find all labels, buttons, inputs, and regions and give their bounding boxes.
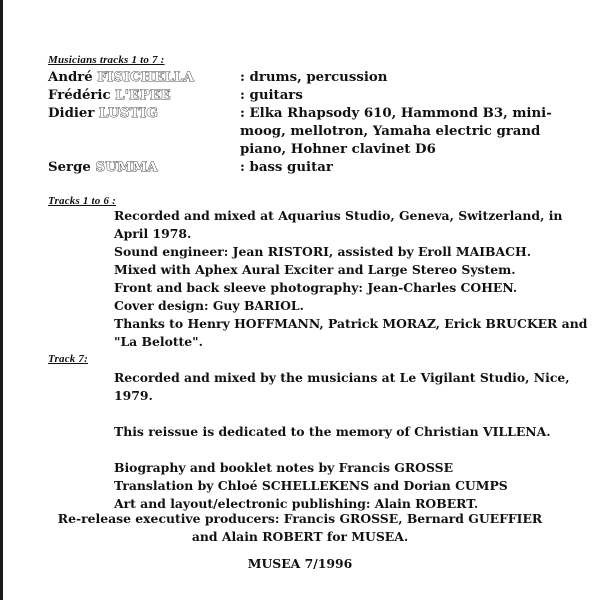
musician-role: : Elka Rhapsody 610, Hammond B3, mini-moog, mellotron, Yamaha electric grand piano, Hohner clavinet D6 xyxy=(240,106,552,157)
musician-row-lepee xyxy=(48,87,588,105)
recording-note: Recorded and mixed by the musicians at Le Vigilant Studio, Nice, 1979. xyxy=(114,370,570,403)
musician-row-summa xyxy=(48,159,588,177)
rerelease-producers: Re-release executive producers: Francis GROSSE, Bernard GUEFFIER and Alain ROBERT for MUSEA. xyxy=(57,511,543,544)
musician-row-lustig xyxy=(48,105,588,159)
credit-line: Cover design: Guy BARIOL. xyxy=(114,298,304,313)
credit-line: Thanks to Henry HOFFMANN, Patrick MORAZ, Erick BRUCKER and "La Belotte". xyxy=(114,316,588,349)
musician-role: : bass guitar xyxy=(240,160,333,175)
musician-name: Serge SUMMA xyxy=(48,160,158,175)
credit-line: Front and back sleeve photography: Jean-Charles COHEN. xyxy=(114,280,518,295)
musician-role: : guitars xyxy=(240,88,303,103)
musicians-list xyxy=(48,69,588,177)
credit-line: Recorded and mixed at Aquarius Studio, Geneva, Switzerland, in April 1978. xyxy=(114,208,563,241)
track-7-credits xyxy=(114,369,588,513)
credit-line: Translation by Chloé SCHELLEKENS and Dorian CUMPS xyxy=(114,478,508,493)
credit-line: Biography and booklet notes by Francis GROSSE xyxy=(114,460,454,475)
musician-row-fisichella xyxy=(48,69,588,87)
credit-line: Sound engineer: Jean RISTORI, assisted by Eroll MAIBACH. xyxy=(114,244,532,259)
musicians-heading: Musicians tracks 1 to 7 : xyxy=(48,54,165,66)
musician-role: : drums, percussion xyxy=(240,70,388,85)
catalog-number: MUSEA 7/1996 xyxy=(247,556,353,571)
credit-line: Art and layout/electronic publishing: Alain ROBERT. xyxy=(114,496,479,511)
tracks-1-6-credits xyxy=(114,207,588,351)
tracks-1-6-heading: Tracks 1 to 6 : xyxy=(48,195,116,207)
credit-line: Mixed with Aphex Aural Exciter and Large Stereo System. xyxy=(114,262,516,277)
dedication: This reissue is dedicated to the memory of Christian VILLENA. xyxy=(114,424,551,439)
track-7-heading: Track 7: xyxy=(48,353,88,365)
musician-name: André FISICHELLA xyxy=(48,70,195,85)
musician-name: Frédéric L'EPEE xyxy=(48,88,171,103)
musician-name: Didier LUSTIG xyxy=(48,106,159,121)
